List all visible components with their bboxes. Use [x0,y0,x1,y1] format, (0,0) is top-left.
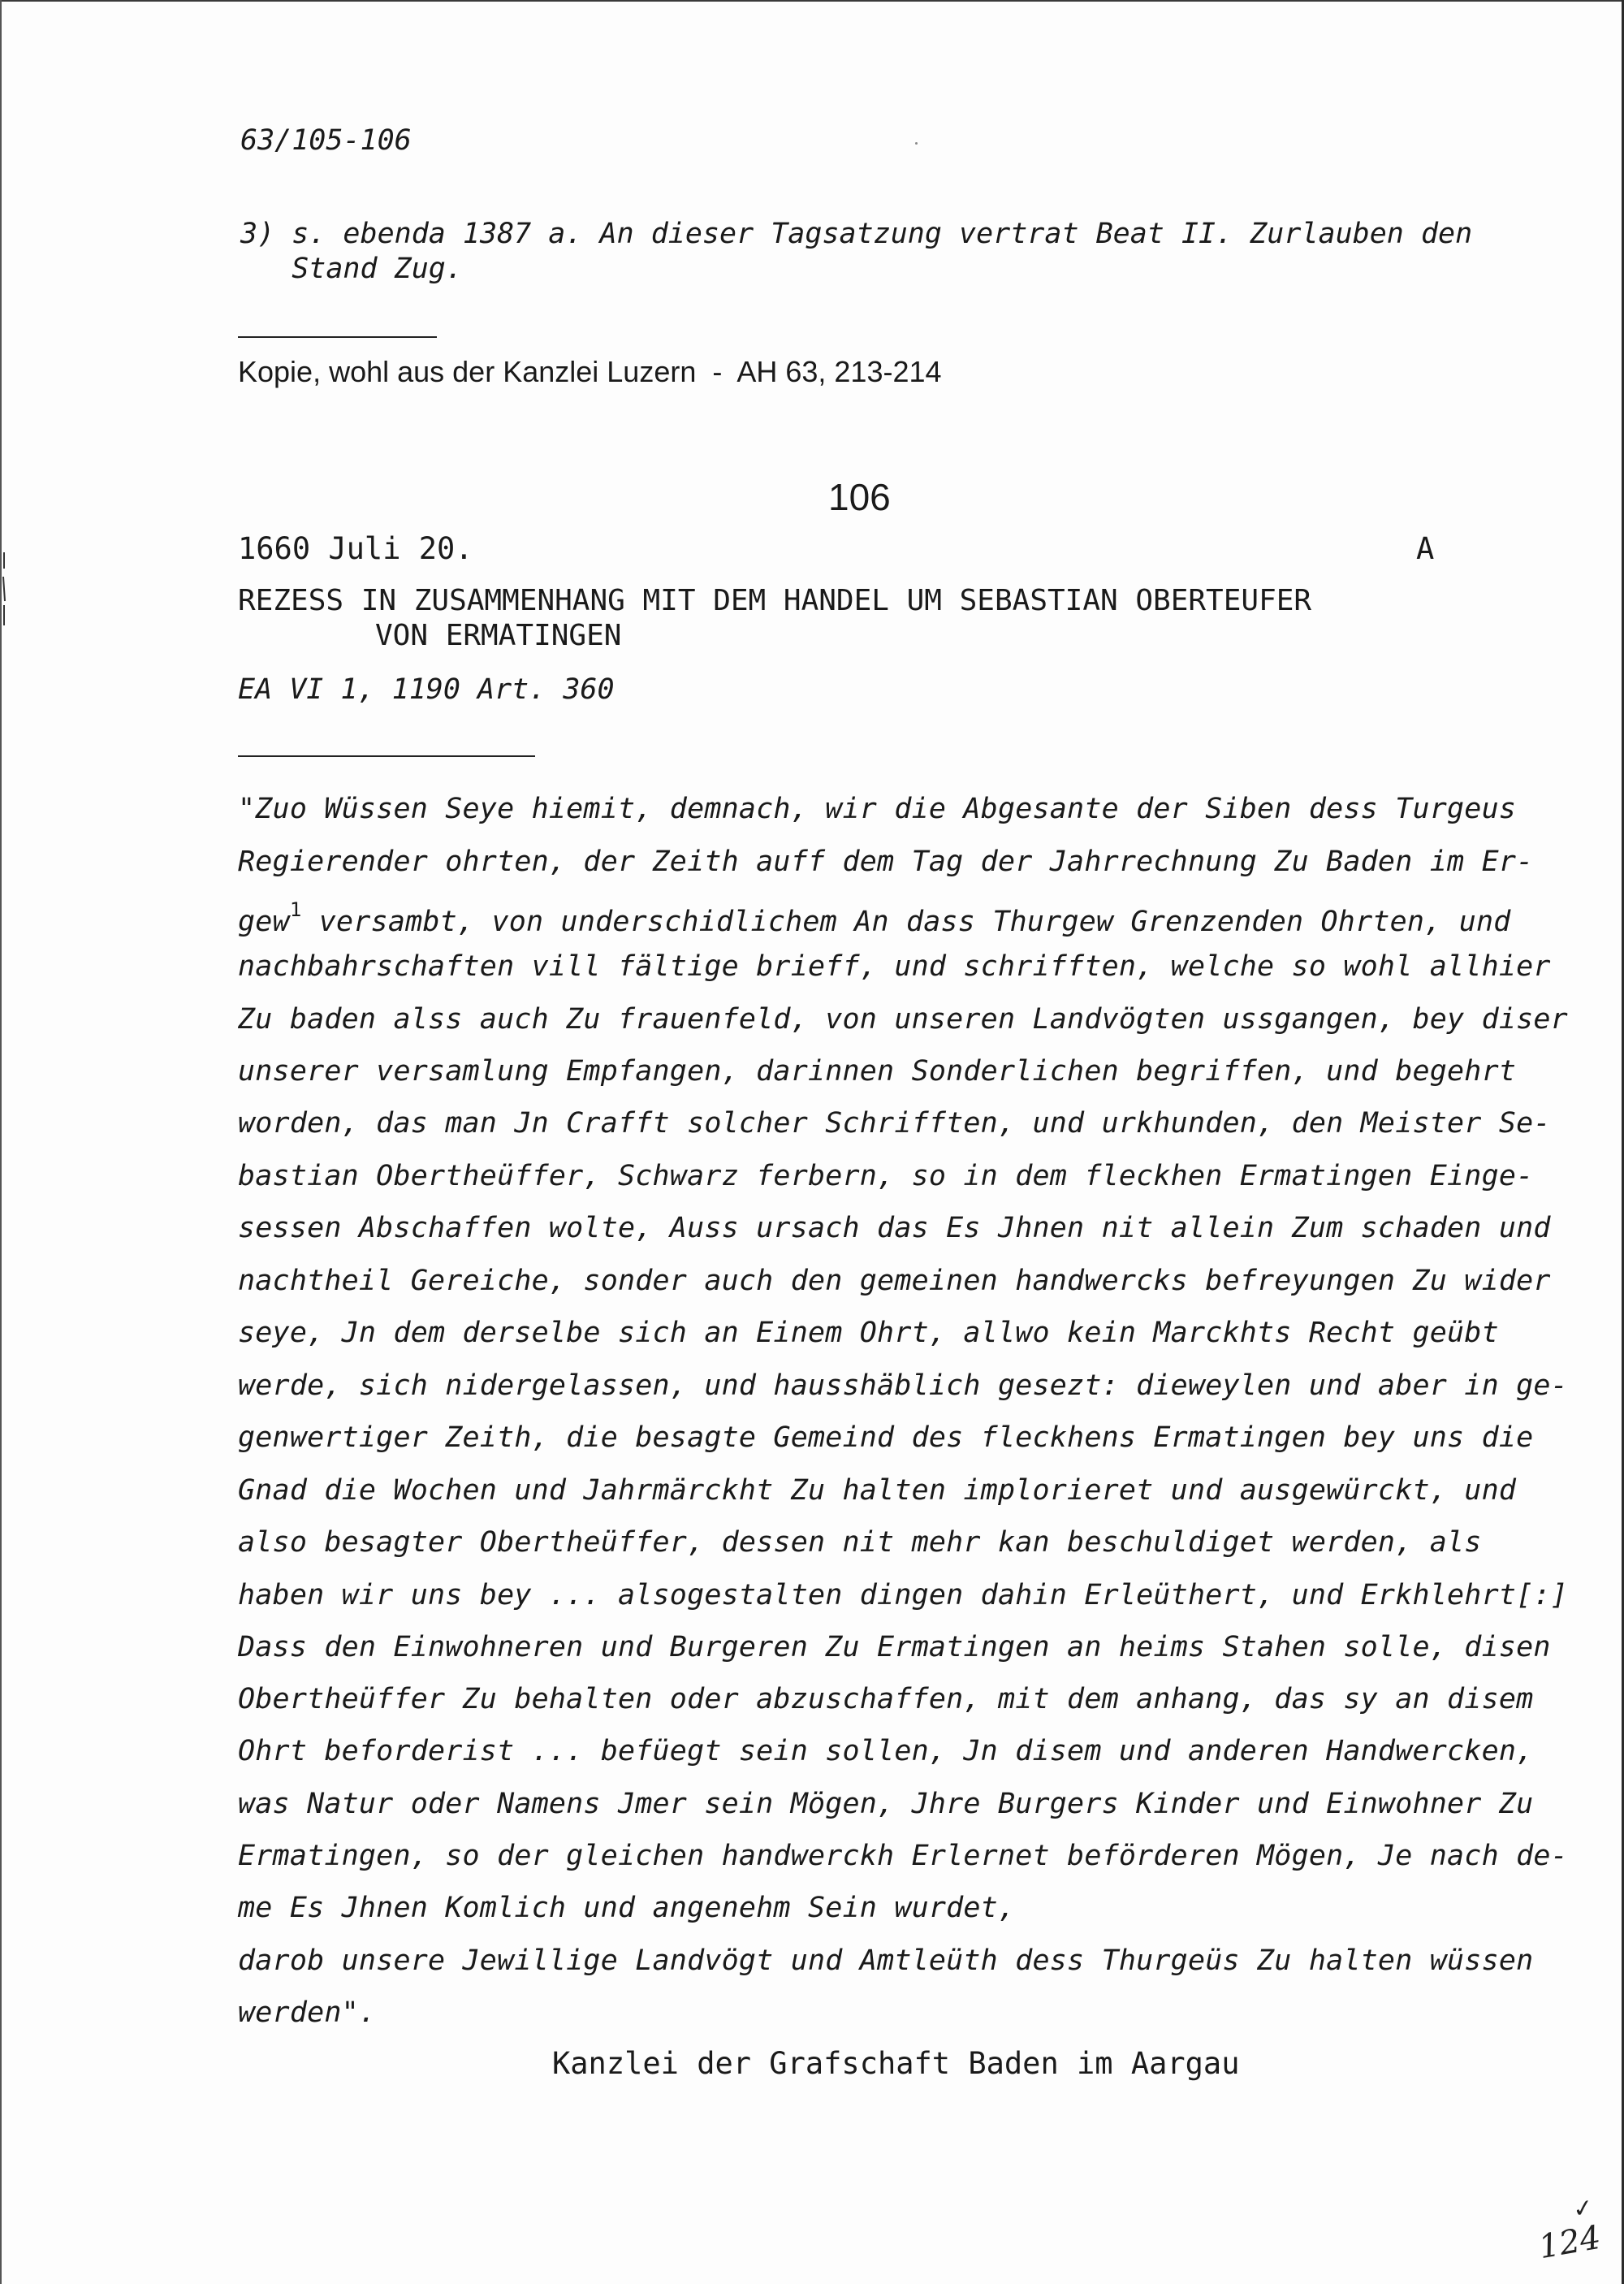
check-mark-icon: ✓ [1570,2193,1596,2225]
body-line: worden, das man Jn Crafft solcher Schrifften, und urkhunden, den Meister Se- [238,1107,1551,1140]
body-line: haben wir uns bey ... alsogestalten dingen dahin Erleüthert, und Erkhlehrt[:] [238,1579,1568,1611]
chancery-signature: Kanzlei der Grafschaft Baden im Aargau [552,2046,1240,2081]
body-line: nachbahrschaften vill fältige brieff, und schrifften, welche so wohl allhier [238,950,1551,983]
body-line: bastian Obertheüffer, Schwarz ferbern, so in dem fleckhen Ermatingen Einge- [238,1160,1534,1192]
body-line: seye, Jn dem derselbe sich an Einem Ohrt, allwo kein Marckhts Recht geübt [238,1317,1499,1349]
body-line [238,898,1511,938]
entry-date: 1660 Juli 20. [238,531,473,566]
footnote-marker: 1 [289,898,302,921]
body-line: Ermatingen, so der gleichen handwerckh Erlernet beförderen Mögen, Je nach de- [238,1840,1568,1872]
source-note: Kopie, wohl aus der Kanzlei Luzern - AH 63, 213-214 [238,355,942,388]
footnote-line-1: 3) s. ebenda 1387 a. An dieser Tagsatzung vertrat Beat II. Zurlauben den [240,218,1473,250]
heading-divider [238,755,535,757]
body-line: Ohrt beforderist ... befüegt sein sollen, Jn disem und anderen Handwercken, [238,1735,1534,1767]
body-line: werde, sich nidergelassen, und hausshäblich gesezt: dieweylen und aber in ge- [238,1369,1568,1402]
body-line: unserer versamlung Empfangen, darinnen Sonderlichen begriffen, und begehrt [238,1055,1517,1088]
body-line: also besagter Obertheüffer, dessen nit mehr kan beschuldiget werden, als [238,1526,1482,1559]
body-line: Dass den Einwohneren und Burgeren Zu Ermatingen an heims Stahen solle, disen [238,1631,1551,1663]
body-line: genwertiger Zeith, die besagte Gemeind des fleckhens Ermatingen bey uns die [238,1421,1534,1454]
entry-number: 106 [828,476,891,518]
body-line: me Es Jhnen Komlich und angenehm Sein wurdet, [238,1892,1016,1924]
body-line-start: gew [238,906,290,938]
body-line: Obertheüffer Zu behalten oder abzuschaffen, mit dem anhang, das sy an disem [238,1683,1534,1715]
entry-title-line-1: REZESS IN ZUSAMMENHANG MIT DEM HANDEL UM SEBASTIAN OBERTEUFER [238,584,1312,617]
handwritten-page-number: 124 [1535,2218,1604,2267]
entry-marker: A [1416,531,1435,566]
scan-border-left [0,0,2,2284]
body-line: Zu baden alss auch Zu frauenfeld, von unseren Landvögten ussgangen, bey diser [238,1003,1568,1036]
entry-title-line-2: VON ERMATINGEN [375,619,622,652]
reference-code: 63/105-106 [240,124,412,157]
body-line: sessen Abschaffen wolte, Auss ursach das Es Jhnen nit allein Zum schaden und [238,1212,1551,1244]
body-line: Regierender ohrten, der Zeith auff dem Tag der Jahrrechnung Zu Baden im Er- [238,846,1534,878]
body-line: Gnad die Wochen und Jahrmärckht Zu halten implorieret und ausgewürckt, und [238,1474,1517,1507]
body-line: nachtheil Gereiche, sonder auch den gemeinen handwercks befreyungen Zu wider [238,1265,1551,1297]
binding-mark [2,552,6,625]
entry-reference: EA VI 1, 1190 Art. 360 [238,673,615,706]
body-line: werden". [238,1996,377,2029]
body-line: darob unsere Jewillige Landvögt und Amtleüth dess Thurgeüs Zu halten wüssen [238,1944,1534,1977]
scan-speck [915,142,918,145]
body-line: was Natur oder Namens Jmer sein Mögen, Jhre Burgers Kinder und Einwohner Zu [238,1788,1534,1820]
footnote-line-2: Stand Zug. [240,253,463,285]
body-line-rest: versambt, von underschidlichem An dass Thurgew Grenzenden Ohrten, und [301,906,1511,938]
scan-border-top [0,0,1624,2]
footnote-divider [238,336,437,338]
body-line: "Zuo Wüssen Seye hiemit, demnach, wir die Abgesante der Siben dess Turgeus [238,793,1517,825]
